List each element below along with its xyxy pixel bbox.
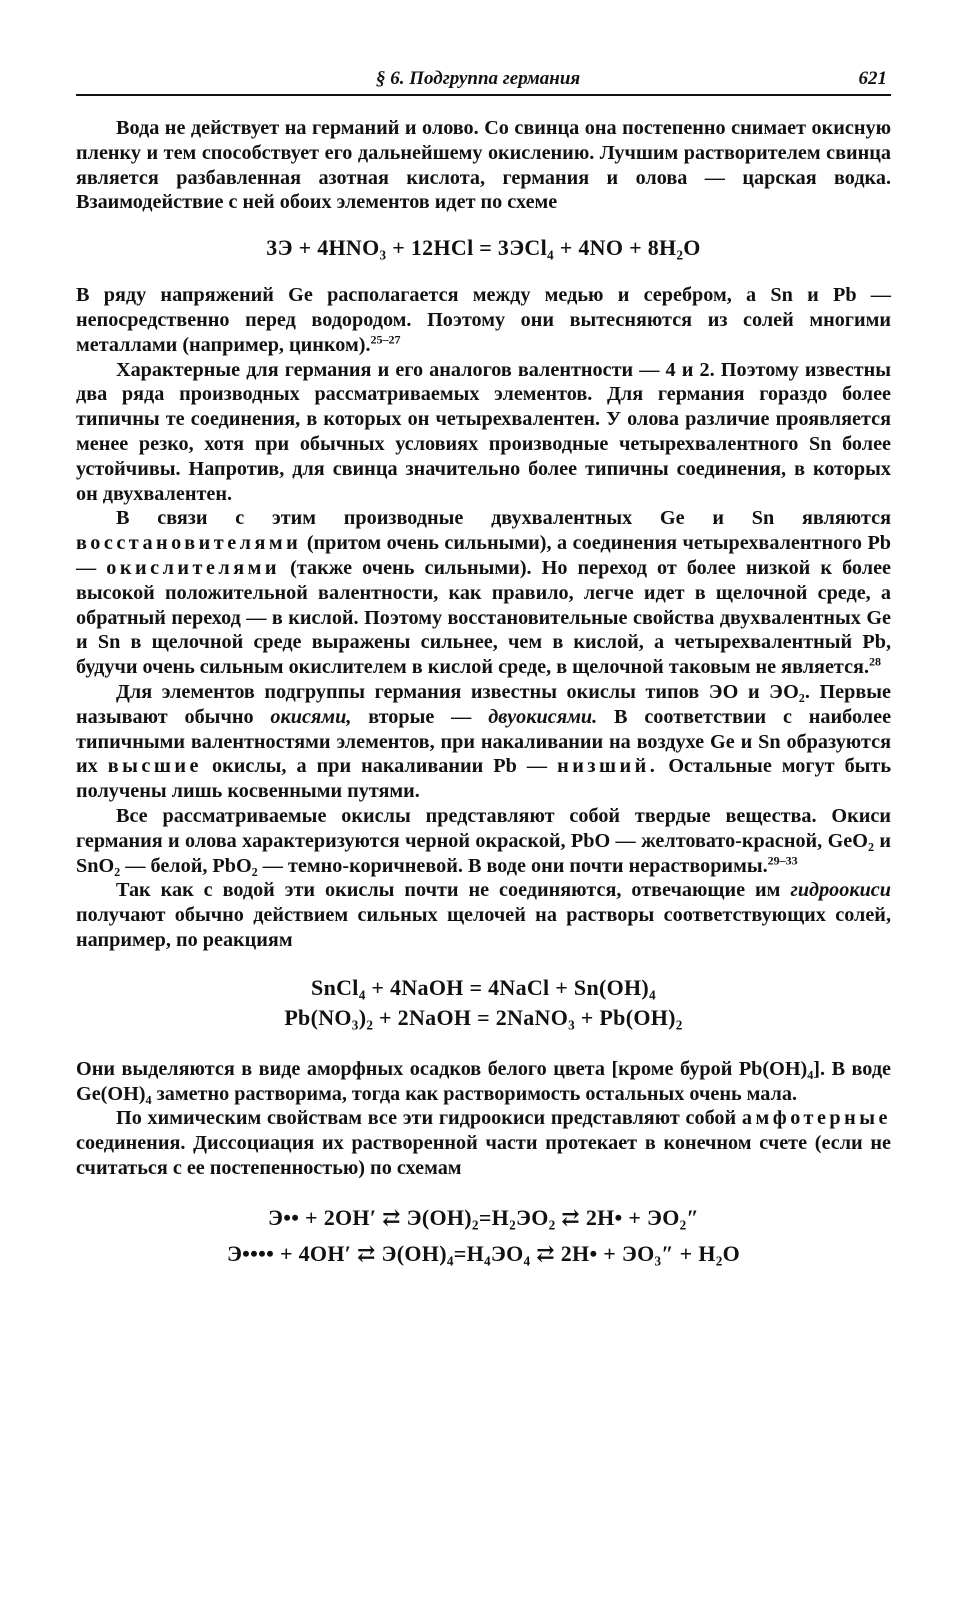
paragraph-4 <box>76 506 891 680</box>
paragraph-7 <box>76 878 891 952</box>
paragraph-9-text-c: соединения. Диссоциация их растворенной части протекает в конечном счете (если не считаться с ее постепенностью) по схемам <box>76 1132 891 1179</box>
paragraph-1: Вода не действует на германий и олово. Со свинца она постепенно снимает окисную пленку и тем способствует его дальнейшему окислению. Лучшим растворителем свинца является разбавленная азотная кислота, германия и олова — царская водка. Взаимодействие с ней обоих элементов идет по схеме <box>76 117 891 214</box>
footnote-ref: 28 <box>869 654 882 669</box>
emphasis-reducers: восстановителями <box>76 532 302 555</box>
footnote-ref: 29–33 <box>767 852 798 867</box>
equation-group-hydroxides <box>76 975 891 1031</box>
paragraph-5-text-a: Для элементов подгруппы германия известны окислы типов ЭО и ЭО₂. Первые называют обычно <box>76 680 891 728</box>
equation-5: Э•••• + 4OH′ ⇄ Э(OH)₄=H₄ЭO₄ ⇄ 2H• + ЭO₃″ + H₂O <box>226 1240 741 1266</box>
paragraph-2-text: В ряду напряжений Ge располагается между медью и серебром, а Sn и Pb — непосредственно перед водородом. Поэтому они вытесняются из солей многими металлами (например, цинком). <box>76 284 891 356</box>
paragraph-8: Они выделяются в виде аморфных осадков белого цвета [кроме бурой Pb(OH)₄]. В воде Ge(OH)₄ заметно растворима, тогда как растворимость остальных очень мала. <box>76 1057 891 1105</box>
paragraph-4-text-a: В связи с этим производные двухвалентных Ge и Sn являются <box>116 507 891 530</box>
emphasis-oxidizers: окислителями <box>106 556 281 579</box>
paragraph-3: Характерные для германия и его аналогов валентности — 4 и 2. Поэтому известны два ряда производных рассматриваемых элементов. Для германия гораздо более типичны те соединения, в которых он четырехвалентен. У олова различие проявляется менее резко, хотя при обычных условиях производные четырехвалентного Sn более устойчивы. Напротив, для свинца значительно более типичны соединения, в которых он двухвалентен. <box>76 358 891 505</box>
paragraph-4-text-e: (также очень сильными). Но переход от более низкой к более высокой положительной валентности, как правило, легче идет в щелочной среде, а обратный переход — в кислой. Поэтому восстановительные свойства двухвалентных Ge и Sn в щелочной среде выражены сильнее, чем в кислой, а четырехвалентный Pb, будучи очень сильным окислителем в кислой среде, в щелочной таковым не является. <box>76 556 891 679</box>
term-dioxides: двуокисями. <box>488 705 598 728</box>
equation-1: 3Э + 4HNO₃ + 12HCl = 3ЭCl₄ + 4NO + 8H₂O <box>266 235 701 261</box>
term-hydroxides: гидроокиси <box>790 879 891 902</box>
running-header <box>76 68 891 96</box>
page-body <box>76 116 891 1267</box>
equation-4: Э•• + 2OH′ ⇄ Э(OH)₂=H₂ЭO₂ ⇄ 2H• + ЭO₂″ <box>268 1204 699 1230</box>
equation-2: SnCl₄ + 4NaOH = 4NaCl + Sn(OH)₄ <box>311 974 656 1000</box>
paragraph-6 <box>76 804 891 878</box>
equation-3: Pb(NO₃)₂ + 2NaOH = 2NaNO₃ + Pb(OH)₂ <box>284 1004 683 1030</box>
paragraph-2 <box>76 283 891 357</box>
emphasis-lower: низший. <box>557 755 659 778</box>
paragraph-5 <box>76 680 891 804</box>
equation-group-dissociation <box>76 1205 891 1267</box>
section-title: § 6. Подгруппа германия <box>376 68 581 89</box>
term-oxides: окисями, <box>270 705 352 728</box>
paragraph-7-text-a: Так как с водой эти окислы почти не соединяются, отвечающие им <box>116 879 781 902</box>
paragraph-4-text-c: (притом очень сильными), а соединения четырехвалентного Pb — <box>76 532 891 579</box>
footnote-ref: 25–27 <box>370 332 401 347</box>
emphasis-amphoteric: амфотерные <box>741 1107 891 1130</box>
paragraph-5-text-g: окислы, а при накаливании Pb — <box>212 755 548 778</box>
paragraph-9 <box>76 1106 891 1180</box>
paragraph-9-text-a: По химическим свойствам все эти гидроокиси представляют собой <box>116 1107 737 1130</box>
paragraph-6-text: Все рассматриваемые окислы представляют собой твердые вещества. Окиси германия и олова характеризуются черной окраской, PbO — желтовато-красной, GeO₂ и SnO₂ — белой, PbO₂ — темно-коричневой. В воде они почти нерастворимы. <box>76 804 891 877</box>
paragraph-5-text-e: В соответствии с наиболее типичными валентностями элементов, при накаливании на воздухе Ge и Sn образуются их <box>76 705 892 778</box>
paragraph-5-text-c: вторые — <box>368 705 472 728</box>
paragraph-5-text-i: Остальные могут быть получены лишь косвенными путями. <box>76 755 892 803</box>
emphasis-higher: высшие <box>107 755 203 778</box>
page-number: 621 <box>858 68 887 89</box>
paragraph-7-text-c: получают обычно действием сильных щелочей на растворы соответствующих солей, например, по реакциям <box>76 904 891 951</box>
